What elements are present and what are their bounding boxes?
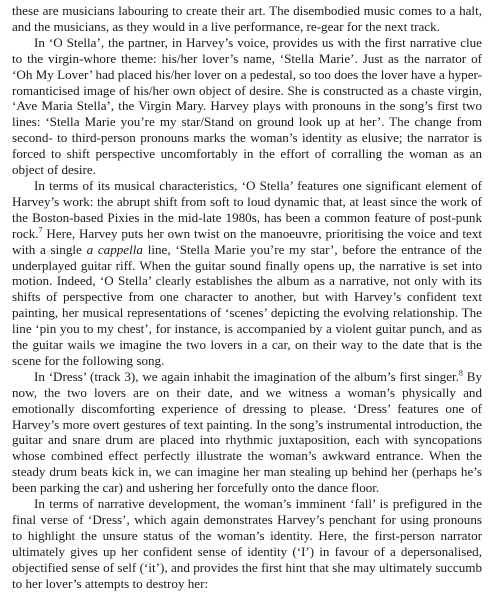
paragraph (12, 3, 482, 35)
text-run: line, ‘Stella Marie you’re my star’, before the entrance of the underplayed guitar riff. When the guitar sound finally opens up, the narrative is set into motion. Indeed, ‘O Stella’ clearly establishes the album as a narrative, not only with its shifts of perspective from one character to another, but with Harvey’s confident text painting, her musical representations of ‘scenes’ depicting the evolving relationship. The line ‘pin you to my chest’, for instance, is accompanied by a violent guitar punch, and as the guitar wails we imagine the two lovers in a car, on their way to the date that is the scene for the following song. (12, 241, 482, 368)
paragraph (12, 496, 482, 591)
paragraph (12, 369, 482, 496)
text-run: In ‘Dress’ (track 3), we again inhabit the imagination of the album’s first singer. (34, 368, 459, 384)
footnote-ref: 8 (458, 368, 463, 378)
body-text (12, 3, 482, 592)
text-run: these are musicians labouring to create their art. The disembodied music comes to a halt, and the musicians, as they would in a live performance, re-gear for the next track. (12, 3, 482, 34)
text-run: In ‘O Stella’, the partner, in Harvey’s voice, provides us with the first narrative clue to the virgin-whore theme: his/her lover’s name, ‘Stella Marie’. Just as the narrator of ‘Oh My Lover’ had placed his/her lover on a pedestal, so too does the lover have a hyper-romanticised image of his/her own object of desire. She is constructed as a chaste virgin, ‘Ave Maria Stella’, the Virgin Mary. Harvey plays with pronouns in the song’s first two lines: ‘Stella Marie you’re my star/Stand on ground look up at her’. The change from second- to third-person pronouns marks the woman’s identity as elusive; the narrator is forced to shift perspective uncomfortably in the effort of corralling the woman as an object of desire. (12, 34, 482, 178)
paragraph (12, 35, 482, 178)
text-run: In terms of its musical characteristics, ‘O Stella’ features one significant element of Harvey’s work: the abrupt shift from soft to loud dynamic that, at least since the work of the Boston-based Pixies in the mid-late 1980s, has been a common feature of post-punk rock. (12, 177, 482, 241)
footnote-ref: 7 (38, 225, 43, 235)
text-run: Here, Harvey puts her own twist on the manoeuvre, prioritising the voice and text with a single (12, 225, 482, 257)
text-run: In terms of narrative development, the woman’s imminent ‘fall’ is prefigured in the final verse of ‘Dress’, which again demonstrates Harvey’s penchant for using pronouns to highlight the unsure status of the woman’s identity. Here, the first-person narrator ultimately gives up her confident sense of identity (‘I’) in favour of a depersonalised, objectified sense of self (‘it’), and provides the first hint that she may ultimately succumb to her lover’s attempts to destroy her: (12, 496, 482, 591)
text-run: By now, the two lovers are on their date, and we witness a woman’s physically and emotionally discomforting experience of dressing to please. ‘Dress’ features one of Harvey’s more overt gestures of text painting. In the song’s instrumental introduction, the guitar and snare drum are placed into rhythmic juxtaposition, each with syncopations whose combined effect perfectly illustrate the woman’s awkward entrance. When the steady drum beats kick in, we can imagine her man stealing up behind her (perhaps he’s been parking the car) and ushering her forcefully onto the dance floor. (12, 368, 482, 496)
italic-text: a cappella (86, 241, 143, 257)
paragraph (12, 178, 482, 369)
